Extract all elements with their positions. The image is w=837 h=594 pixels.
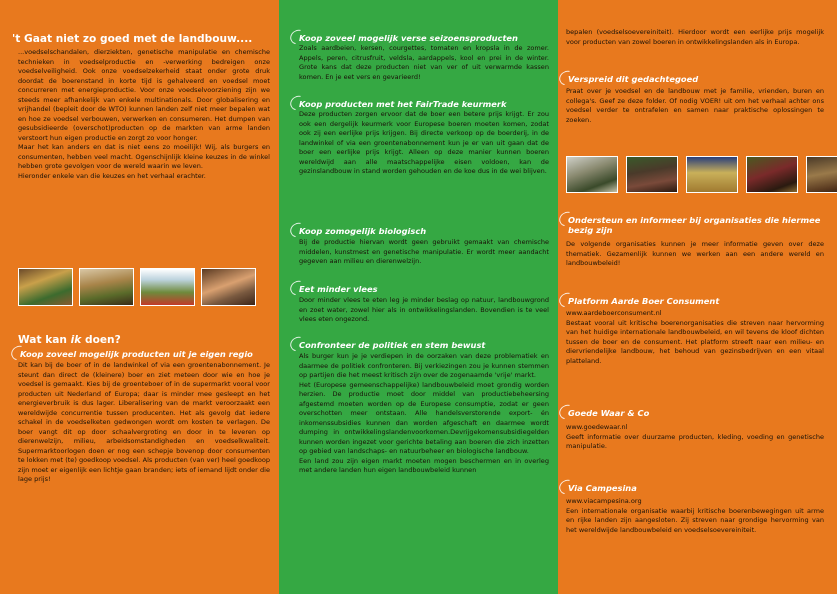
photo-harvest — [806, 156, 837, 193]
photo-farmer-portrait — [626, 156, 678, 193]
photo-chickens — [746, 156, 798, 193]
section-heading: Wat kan ik doen? — [18, 334, 121, 346]
org-text-campesina: Een internationale organisatie waarbij kritische boerenbewegingen uit arme en rijke landen zijn aangesloten. Zij streven naar grondige hervorming van het wereldwijde landbouwbeleid en voedselsoevereiniteit. — [566, 506, 824, 534]
less-meat-text: Door minder vlees te eten leg je minder beslag op natuur, landbouwgrond en zoet water, zowel hier als in ontwikkelingslanden. Bovendien is te veel vlees eten ongezond. — [299, 296, 549, 323]
subheading-support: Ondersteun en informeer bij organisaties die hiermee bezig zijn — [568, 215, 824, 235]
org-url-goedewaar[interactable]: www.goedewaar.nl — [566, 423, 628, 431]
swirl-icon — [558, 68, 577, 88]
subheading-regional: Koop zoveel mogelijk producten uit je eigen regio — [20, 349, 270, 359]
subheading-seasonal: Koop zoveel mogelijk verse seizoensproducten — [299, 33, 549, 43]
subheading-fairtrade: Koop producten met het FairTrade keurmerk — [299, 99, 549, 109]
seasonal-text: Zoals aardbeien, kersen, courgettes, tomaten en kropsla in de zomer. Appels, peren, citrusfruit, veldsla, aardappels, kool en prei in de winter. Grote kans dat deze producten niet van ver of uit verwarmde kassen komen. En je eet vers en gevarieerd! — [299, 44, 549, 81]
photo-greenhouse — [140, 268, 195, 306]
photo-worker — [566, 156, 618, 193]
politics-text-2: Het (Europese gemeenschappelijke) landbouwbeleid moet grondig worden herzien. De productie moet door middel van productiebeheersing afgestemd moeten worden op de Europese consumptie, zodat er geen overschotten meer ontstaan. Alle handelsverstorende export- én inkomenssubsidies kunnen dan worden afgeschaft en daarmee wordt dumping in ontwikkelingslandenvoorkomen.Devrijgekomensubsidiegelden kunnen worden ingezet voor gerichte betaling aan boeren die zich inzetten op gebied van landschaps- en natuurbeheer en biologische landbouw. — [299, 380, 549, 455]
right-panel — [558, 0, 837, 594]
fairtrade-text: Deze producten zorgen ervoor dat de boer een betere prijs krijgt. Er zou ook een dergelijk keurmerk voor Europese boeren moeten komen, zodat ook zij een eerlijke prijs krijgen. Bij directe verkoop op de boerderij, in de landwinkel of via een groentenabonnement kun je er van uit gaan dat de boer een eerlijke prijs krijgt. Alleen op deze manier kunnen boeren wereldwijd aan alle maatschappelijke eisen voldoen, kan de gezinslandbouw in stand worden gehouden en de koe dus in de wei blijven. — [299, 110, 549, 175]
subheading-politics: Confronteer de politiek en stem bewust — [299, 340, 549, 350]
left-panel — [0, 0, 279, 594]
support-text: De volgende organisaties kunnen je meer informatie geven over deze thematiek. Gezamenlijk kunnen we werken aan een andere wereld en landbouwbeleid! — [566, 240, 824, 267]
org-title-goedewaar: Goede Waar & Co — [568, 408, 824, 418]
organic-text: Bij de productie hiervan wordt geen gebruikt gemaakt van chemische middelen, kunstmest en genetische manipulatie. Er wordt meer aandacht gegeven aan milieu en dierenwelzijn. — [299, 238, 549, 265]
org-text-goedewaar: Geeft informatie over duurzame producten, kleding, voeding en genetische manipulatie. — [566, 432, 824, 450]
photo-tractor — [18, 268, 73, 306]
subheading-less-meat: Eet minder vlees — [299, 284, 549, 294]
photo-wheat — [686, 156, 738, 193]
swirl-icon — [558, 402, 577, 422]
photo-strip-left — [18, 268, 256, 306]
photo-strip-right — [566, 156, 837, 193]
photo-cattle — [79, 268, 134, 306]
spread-text: Praat over je voedsel en de landbouw met je familie, vrienden, buren en collega's. Geef ze deze folder. Of nodig VOER! uit om het verhaal achter ons voedsel verder te ontrafelen en samen naar praktische oplossingen te zoeken. — [566, 87, 824, 124]
politics-text-3: Een land zou zijn eigen markt moeten mogen beschermen en in overleg met andere landen hun eigen landbouwbeleid kunnen — [299, 456, 549, 474]
intro-paragraph-2: Maar het kan anders en dat is niet eens zo moeilijk! Wij, als burgers en consumenten, hebben veel macht. Ogenschijnlijk kleine keuzes in de winkel hebben grote gevolgen voor de wereld waarin we leven. — [18, 143, 270, 170]
continued-text: bepalen (voedselsoevereiniteit). Hierdoor wordt een eerlijke prijs mogelijk voor producten van zowel boeren in ontwikkelingslanden als in Europa. — [566, 28, 824, 46]
photo-farmer — [201, 268, 256, 306]
regional-text: Dit kan bij de boer of in de landwinkel of via een groentenabonnement. Je steunt dan direct de (kleinere) boer en ziet meteen door wie en hoe je voedsel is gemaakt. Kies bij de groenteboer of in de supermarkt vooral voor producten uit Nederland of Europa; daar is minder mee gesleept en het energieverbruik is dus lager. Liberalisering van de markt veroorzaakt een wereldwijde concurrentie tussen producenten. Het als gevolg dat iedere schakel in de voedselketen gedwongen wordt om kosten te verlagen. De boer vangt dit op door schaalvergroting en door in te leveren op dierenwelzijn, milieu, arbeidsomstandigheden en voedselkwaliteit. Supermarktoorlogen doen er nog een schepje bovenop door consumenten te lokken met (te) goedkoop voedsel. Als producten (van ver) heel goedkoop zijn moet er eigenlijk een lichtje gaan branden; iets of iemand lijdt onder die lage prijs! — [18, 361, 270, 483]
org-url-platform[interactable]: www.aardeboerconsument.nl — [566, 309, 662, 317]
org-text-platform: Bestaat vooral uit kritische boerenorganisaties die streven naar hervorming van het huidige internationale landbouwbeleid, en wil tevens de kloof dichten tussen de boer en de consument. Het platform streeft naar een milieu- en diervriendelijke landbouw, het behoud van gezinsbedrijven en een vitaal platteland. — [566, 318, 824, 365]
subheading-spread: Verspreid dit gedachtegoed — [568, 74, 824, 84]
swirl-icon — [558, 477, 577, 497]
page-title: 't Gaat niet zo goed met de landbouw.... — [12, 33, 253, 45]
middle-panel — [279, 0, 558, 594]
org-title-platform: Platform Aarde Boer Consument — [568, 296, 824, 306]
swirl-icon — [558, 290, 577, 310]
intro-paragraph-3: Hieronder enkele van die keuzes en het verhaal erachter. — [18, 171, 206, 180]
org-url-campesina[interactable]: www.viacampesina.org — [566, 497, 642, 505]
org-title-campesina: Via Campesina — [568, 483, 824, 493]
intro-paragraph: ...voedselschandalen, dierziekten, genetische manipulatie en chemische technieken in voedselproductie en -verwerking bedreigen onze voedselveiligheid. Ook onze voedselzekerheid staat onder grote druk doordat de boerenstand in korte tijd is gehalveerd en voedsel moet concurreren met energieproductie. Voor onze voedselvoorziening zijn we steeds meer afhankelijk van enkele multinationals. Door globalisering en vrijhandel (bepleit door de WTO) kunnen landen zelf niet meer bepalen wat en hoe ze voedsel verbouwen, verwerken en consumeren. Het dumpen van gesubsidieerde (overschot)producten op de markten van arme landen verstoort hun eigen productie en zorgt zo voor honger. — [18, 48, 270, 142]
politics-text: Als burger kun je je verdiepen in de oorzaken van deze problematiek en daarmee de politiek confronteren. Bij verkiezingen zou je kunnen stemmen op partijen die het meest kritisch zijn over de zogenaamde 'vrije' markt. — [299, 352, 549, 379]
subheading-organic: Koop zomogelijk biologisch — [299, 226, 549, 236]
